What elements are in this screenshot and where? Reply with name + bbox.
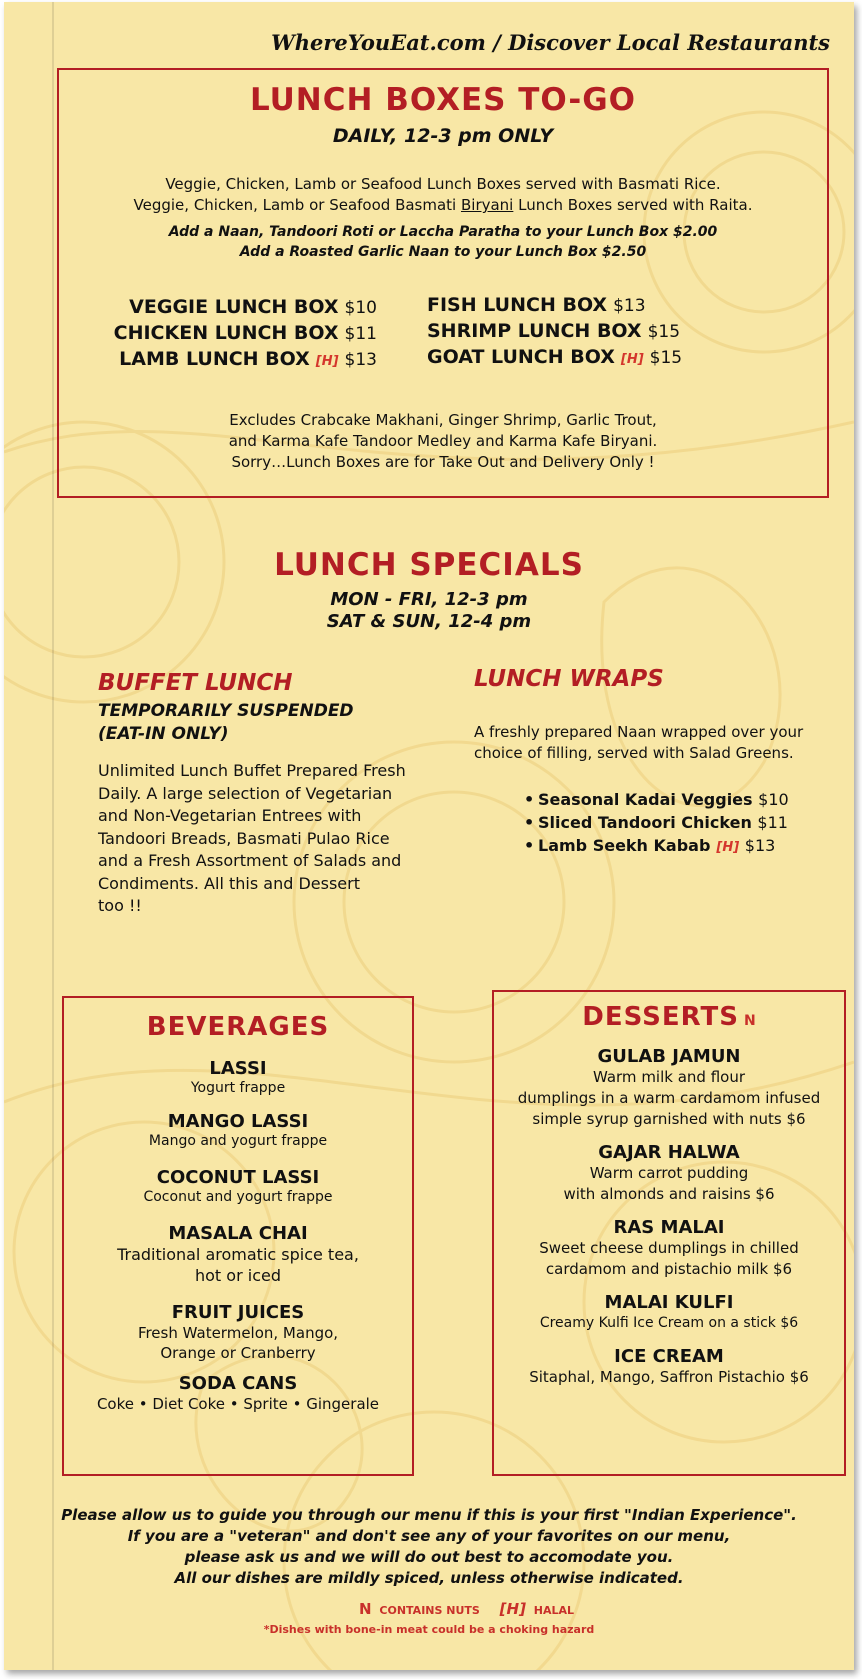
beverage-item xyxy=(64,1373,412,1414)
item-price: $13 xyxy=(344,350,377,370)
beverage-item xyxy=(64,1058,412,1098)
lunch-box-item xyxy=(427,294,646,316)
desc-text: Lunch Boxes served with Raita. xyxy=(513,196,753,214)
wrap-item xyxy=(524,834,789,859)
nuts-symbol: N xyxy=(359,1600,372,1618)
legend xyxy=(359,1600,574,1618)
halal-legend-text: HALAL xyxy=(533,1604,575,1617)
buffet-eat-in: (EAT-IN ONLY) xyxy=(98,724,229,744)
wraps-desc-line: choice of filling, served with Salad Greens. xyxy=(474,744,794,762)
beverage-name: SODA CANS xyxy=(178,1373,298,1394)
item-name: Sliced Tandoori Chicken xyxy=(538,813,752,832)
dessert-item xyxy=(494,1142,844,1205)
lunch-box-item xyxy=(427,320,680,342)
lunch-boxes-addons xyxy=(59,222,827,262)
desserts-section xyxy=(492,990,846,1476)
footer-line: All our dishes are mildly spiced, unless otherwise indicated. xyxy=(174,1569,684,1587)
beverage-name: LASSI xyxy=(209,1058,267,1079)
dessert-desc: Creamy Kulfi Ice Cream on a stick $6 xyxy=(539,1315,799,1331)
beverage-desc: hot or iced xyxy=(195,1266,281,1285)
wraps-desc-line: A freshly prepared Naan wrapped over your xyxy=(474,723,804,741)
addon-naan: Add a Naan, Tandoori Roti or Laccha Paratha to your Lunch Box $2.00 xyxy=(168,224,718,240)
footer-note xyxy=(24,1505,834,1589)
desserts-title: DESSERTS xyxy=(582,1002,739,1032)
dessert-name: ICE CREAM xyxy=(614,1346,724,1367)
beverage-desc: Traditional aromatic spice tea, xyxy=(117,1245,359,1264)
halal-badge: [H] xyxy=(716,840,740,855)
desc-text: Veggie, Chicken, Lamb or Seafood Basmati xyxy=(133,196,461,214)
dessert-desc: dumplings in a warm cardamom infused xyxy=(517,1089,821,1107)
biryani-word: Biryani xyxy=(460,196,514,214)
lunch-boxes-desc xyxy=(59,174,827,216)
menu-page xyxy=(4,2,854,1670)
beverage-desc: Orange or Cranberry xyxy=(160,1344,316,1362)
lunch-specials-title: LUNCH SPECIALS xyxy=(274,547,584,583)
footer-line: Please allow us to guide you through our menu if this is your first "Indian Experience". xyxy=(61,1506,797,1524)
buffet-line: Daily. A large selection of Vegetarian xyxy=(98,783,393,803)
wrap-item xyxy=(524,788,789,811)
buffet-description xyxy=(98,760,406,918)
lunch-boxes-exclusions xyxy=(59,410,827,473)
dessert-desc: simple syrup garnished with nuts $6 xyxy=(532,1110,806,1128)
exclusion-line: Excludes Crabcake Makhani, Ginger Shrimp, Garlic Trout, xyxy=(229,411,657,429)
footer-line: please ask us and we will do out best to accomodate you. xyxy=(184,1548,674,1566)
nuts-legend-text: CONTAINS NUTS xyxy=(379,1604,480,1617)
beverage-item xyxy=(64,1223,412,1286)
dessert-item xyxy=(494,1046,844,1130)
dessert-desc: Warm carrot pudding xyxy=(589,1164,749,1182)
item-name: CHICKEN LUNCH BOX xyxy=(113,322,339,344)
lunch-specials-hours-weekday: MON - FRI, 12-3 pm xyxy=(330,589,528,610)
lunch-box-item xyxy=(427,346,682,368)
item-name: Lamb Seekh Kabab xyxy=(538,836,711,855)
dessert-item xyxy=(494,1292,844,1334)
item-name: GOAT LUNCH BOX xyxy=(427,346,615,368)
buffet-line: and a Fresh Assortment of Salads and xyxy=(98,851,402,870)
dessert-name: RAS MALAI xyxy=(613,1217,725,1238)
beverage-item xyxy=(64,1302,412,1363)
bullet-icon: • xyxy=(524,813,535,832)
wrap-item xyxy=(524,811,789,834)
beverage-name: COCONUT LASSI xyxy=(156,1167,320,1188)
item-price: $10 xyxy=(344,298,377,318)
item-name: LAMB LUNCH BOX xyxy=(119,348,310,370)
item-name: Seasonal Kadai Veggies xyxy=(538,790,753,809)
lunch-boxes-title: LUNCH BOXES TO-GO xyxy=(249,82,637,118)
dessert-name: GULAB JAMUN xyxy=(597,1046,741,1067)
desserts-heading xyxy=(494,1002,844,1032)
item-price: $13 xyxy=(613,296,646,316)
buffet-title: BUFFET LUNCH xyxy=(98,670,293,696)
halal-badge: [H] xyxy=(315,354,339,369)
beverage-item xyxy=(64,1111,412,1151)
halal-badge: [H] xyxy=(620,352,644,367)
beverage-name: MASALA CHAI xyxy=(168,1223,308,1244)
page-fold-shadow xyxy=(52,2,54,1670)
item-name: FISH LUNCH BOX xyxy=(427,294,608,316)
dessert-desc: cardamom and pistachio milk $6 xyxy=(545,1260,793,1278)
bullet-icon: • xyxy=(524,790,535,809)
wraps-description xyxy=(474,722,803,764)
addon-garlic-naan: Add a Roasted Garlic Naan to your Lunch Box $2.50 xyxy=(239,244,647,260)
item-price: $13 xyxy=(744,836,776,855)
buffet-line: and Non-Vegetarian Entrees with xyxy=(98,806,362,825)
item-price: $10 xyxy=(758,790,789,809)
exclusion-line: Sorry…Lunch Boxes are for Take Out and Delivery Only ! xyxy=(231,453,655,471)
dessert-desc: Warm milk and flour xyxy=(592,1068,746,1086)
dessert-name: GAJAR HALWA xyxy=(598,1142,740,1163)
lunch-boxes-desc-line1: Veggie, Chicken, Lamb or Seafood Lunch Boxes served with Basmati Rice. xyxy=(165,175,721,193)
lunch-box-item xyxy=(129,296,377,318)
wraps-title: LUNCH WRAPS xyxy=(474,666,664,692)
beverage-desc: Coconut and yogurt frappe xyxy=(143,1189,333,1205)
beverage-desc: Yogurt frappe xyxy=(190,1080,286,1096)
dessert-item xyxy=(494,1346,844,1388)
site-header: WhereYouEat.com / Discover Local Restaurants xyxy=(271,30,830,55)
buffet-line: Tandoori Breads, Basmati Pulao Rice xyxy=(98,828,390,848)
dessert-item xyxy=(494,1217,844,1280)
item-price: $15 xyxy=(647,322,681,342)
lunch-specials-hours-weekend: SAT & SUN, 12-4 pm xyxy=(326,611,532,632)
dessert-desc: with almonds and raisins $6 xyxy=(563,1185,775,1203)
item-price: $11 xyxy=(757,813,788,832)
exclusion-line: and Karma Kafe Tandoor Medley and Karma Kafe Biryani. xyxy=(228,432,658,450)
bullet-icon: • xyxy=(524,836,535,855)
buffet-status: TEMPORARILY SUSPENDED xyxy=(98,701,354,721)
dessert-desc: Sweet cheese dumplings in chilled xyxy=(539,1239,799,1257)
beverage-desc: Mango and yogurt frappe xyxy=(148,1133,328,1149)
nuts-badge: N xyxy=(744,1013,756,1029)
beverage-item xyxy=(64,1167,412,1207)
dessert-name: MALAI KULFI xyxy=(604,1292,734,1313)
wraps-list xyxy=(524,788,789,859)
beverage-name: MANGO LASSI xyxy=(167,1111,309,1132)
item-price: $15 xyxy=(649,348,683,368)
lunch-boxes-desc-line2 xyxy=(59,195,827,216)
beverage-desc: Coke • Diet Coke • Sprite • Gingerale xyxy=(96,1395,380,1413)
footer-line: If you are a "veteran" and don't see any of your favorites on our menu, xyxy=(127,1527,731,1545)
item-name: VEGGIE LUNCH BOX xyxy=(129,296,339,318)
lunch-boxes-hours: DAILY, 12-3 pm ONLY xyxy=(332,125,554,147)
beverages-section xyxy=(62,996,414,1476)
dessert-desc: Sitaphal, Mango, Saffron Pistachio $6 xyxy=(529,1368,809,1386)
item-name: SHRIMP LUNCH BOX xyxy=(427,320,642,342)
lunch-box-item xyxy=(114,322,377,344)
buffet-line: Condiments. All this and Dessert xyxy=(98,873,360,893)
buffet-line: Unlimited Lunch Buffet Prepared Fresh xyxy=(98,761,406,780)
beverages-title: BEVERAGES xyxy=(146,1012,330,1042)
item-price: $11 xyxy=(344,324,377,344)
choking-hazard-note: *Dishes with bone-in meat could be a choking hazard xyxy=(263,1623,595,1636)
lunch-box-item xyxy=(119,348,377,370)
beverage-desc: Fresh Watermelon, Mango, xyxy=(137,1324,339,1342)
beverage-name: FRUIT JUICES xyxy=(171,1302,305,1323)
buffet-line: too !! xyxy=(98,896,142,915)
lunch-boxes-section xyxy=(57,68,829,498)
halal-symbol: [H] xyxy=(499,1600,526,1618)
